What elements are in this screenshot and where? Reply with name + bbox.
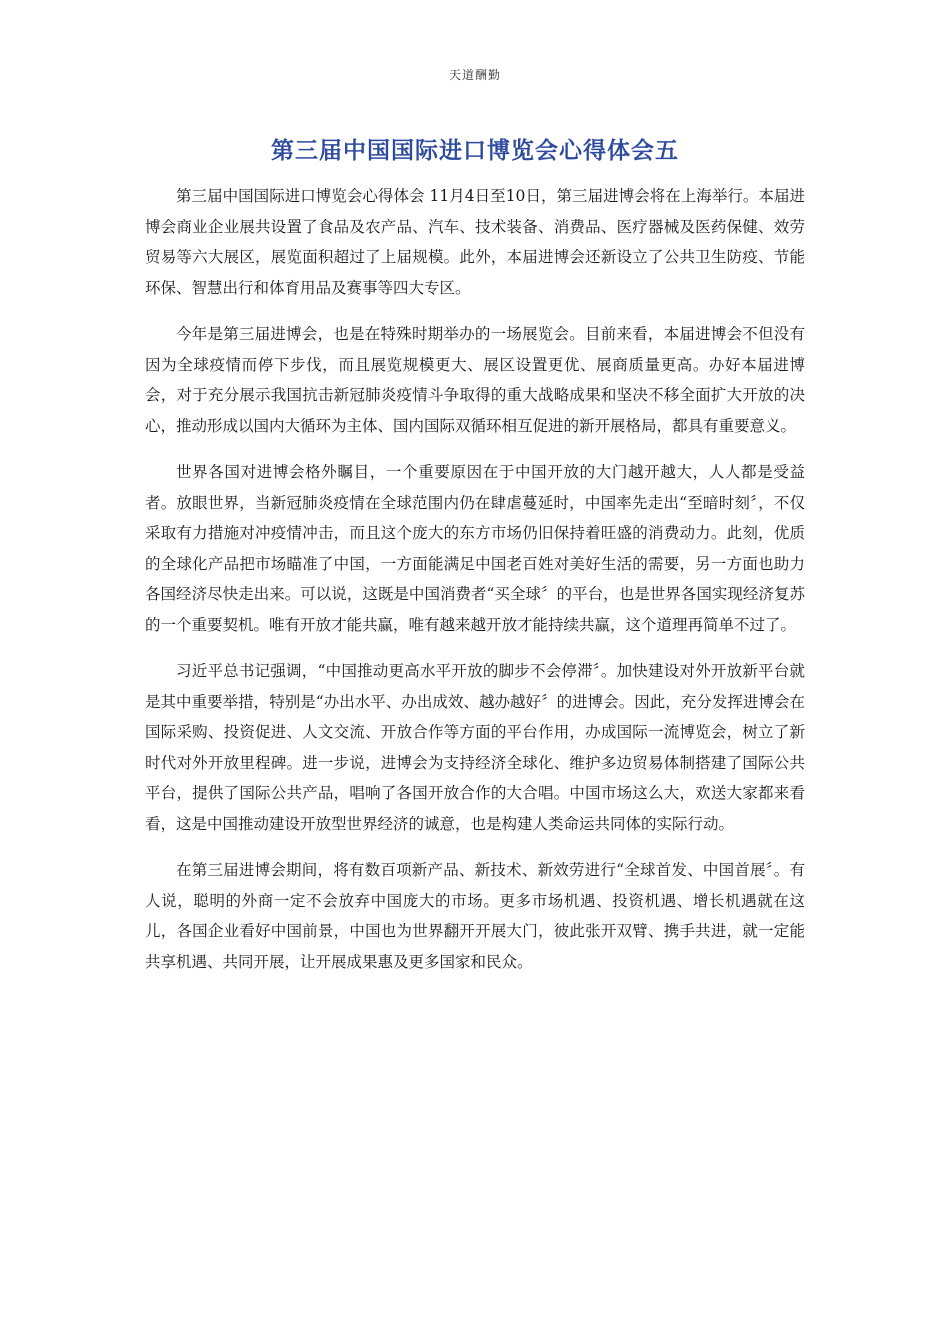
paragraph: 第三届中国国际进口博览会心得体会 11月4日至10日，第三届进博会将在上海举行。本届进博会商业企业展共设置了食品及农产品、汽车、技术装备、消费品、医疗器械及医药保健、效劳贸易等六大展区，展览面积超过了上届规模。此外，本届进博会还新设立了公共卫生防疫、节能环保、智慧出行和体育用品及赛事等四大专区。 xyxy=(145,187,805,297)
paragraph: 世界各国对进博会格外瞩目，一个重要原因在于中国开放的大门越开越大，人人都是受益者。放眼世界，当新冠肺炎疫情在全球范围内仍在肆虐蔓延时，中国率先走出“至暗时刻〞，不仅采取有力措施对冲疫情冲击，而且这个庞大的东方市场仍旧保持着旺盛的消费动力。此刻，优质的全球化产品把市场瞄准了中国，一方面能满足中国老百姓对美好生活的需要，另一方面也助力各国经济尽快走出来。可以说，这既是中国消费者“买全球〞的平台，也是世界各国实现经济复苏的一个重要契机。唯有开放才能共赢，唯有越来越开放才能持续共赢，这个道理再简单不过了。 xyxy=(145,463,805,634)
document-title: 第三届中国国际进口博览会心得体会五 xyxy=(271,138,679,164)
paragraph: 今年是第三届进博会，也是在特殊时期举办的一场展览会。目前来看，本届进博会不但没有因为全球疫情而停下步伐，而且展览规模更大、展区设置更优、展商质量更高。办好本届进博会，对于充分展示我国抗击新冠肺炎疫情斗争取得的重大战略成果和坚决不移全面扩大开放的决心，推动形成以国内大循环为主体、国内国际双循环相互促进的新开展格局，都具有重要意义。 xyxy=(145,325,805,435)
document-body xyxy=(145,181,805,993)
page-header: 天道酬勤 xyxy=(448,68,501,82)
paragraph: 在第三届进博会期间，将有数百项新产品、新技术、新效劳进行“全球首发、中国首展〞。有人说，聪明的外商一定不会放弃中国庞大的市场。更多市场机遇、投资机遇、增长机遇就在这儿，各国企业看好中国前景，中国也为世界翻开开展大门，彼此张开双臂、携手共进，就一定能共享机遇、共同开展，让开展成果惠及更多国家和民众。 xyxy=(145,861,805,971)
paragraph: 习近平总书记强调，“中国推动更高水平开放的脚步不会停滞〞。加快建设对外开放新平台就是其中重要举措，特别是“办出水平、办出成效、越办越好〞的进博会。因此，充分发挥进博会在国际采购、投资促进、人文交流、开放合作等方面的平台作用，办成国际一流博览会，树立了新时代对外开放里程碑。进一步说，进博会为支持经济全球化、维护多边贸易体制搭建了国际公共平台，提供了国际公共产品，唱响了各国开放合作的大合唱。中国市场这么大，欢送大家都来看看，这是中国推动建设开放型世界经济的诚意，也是构建人类命运共同体的实际行动。 xyxy=(145,662,805,833)
